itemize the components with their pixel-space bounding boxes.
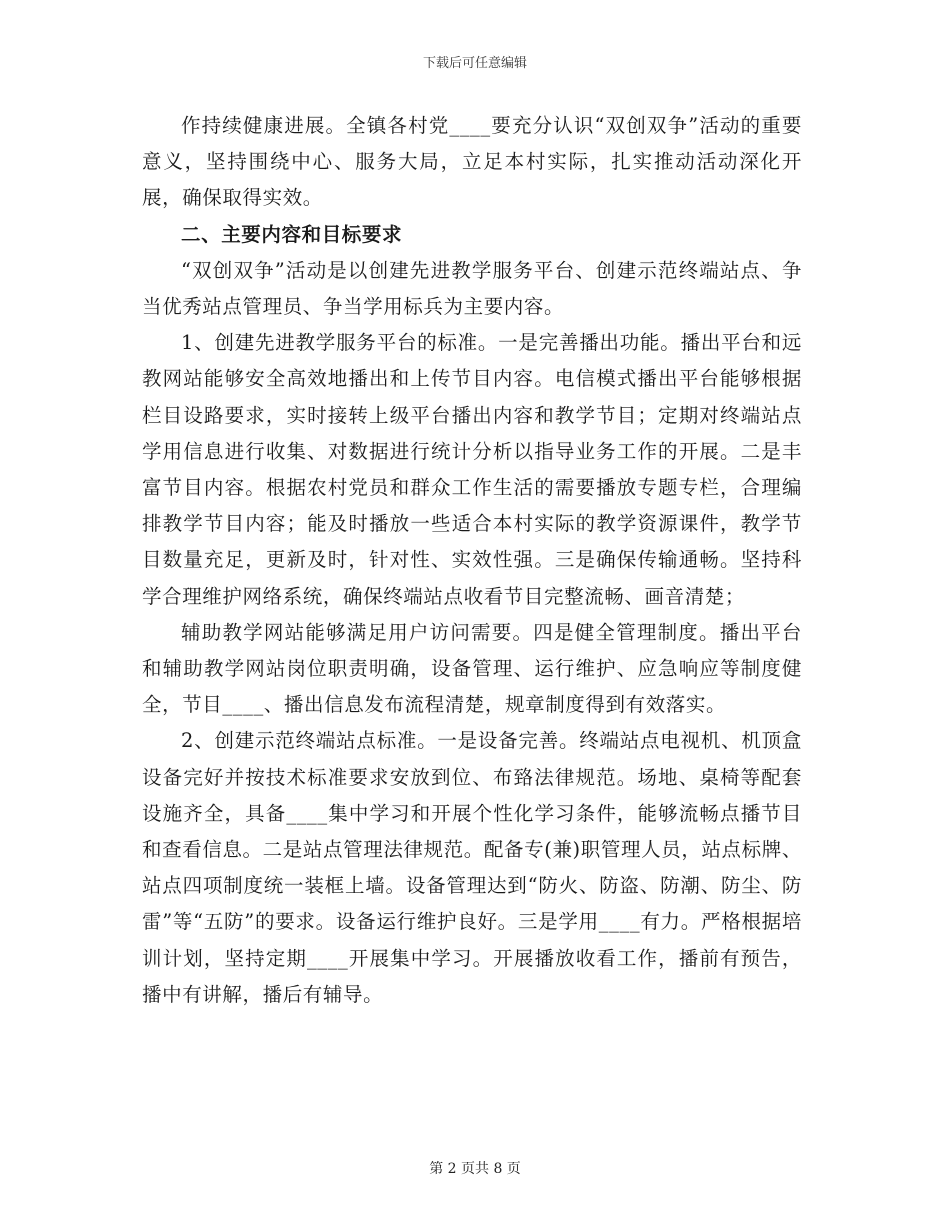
paragraph-activity-content: “双创双争”活动是以创建先进教学服务平台、创建示范终端站点、争当优秀站点管理员、争当学用标兵为主要内容。	[142, 258, 802, 319]
paragraph-website-management: 辅助教学网站能够满足用户访问需要。四是健全管理制度。播出平台和辅助教学网站岗位职责明确，设备管理、运行维护、应急响应等制度健全，节目____、播出信息发布流程清楚，规章制度得到有效落实。	[142, 620, 802, 717]
page-number-footer: 第 2 页共 8 页	[429, 1161, 521, 1177]
page-header: 下载后可任意编辑	[422, 56, 527, 71]
paragraph-terminal-site-standard: 2、创建示范终端站点标准。一是设备完善。终端站点电视机、机顶盒设备完好并按技术标准要求安放到位、布臵法律规范。场地、桌椅等配套设施齐全，具备____集中学习和开展个性化学习条件，能够流畅点播节目和查看信息。二是站点管理法律规范。配备专(兼)职管理人员，站点标牌、站点四项制度统一装框上墙。设备管理达到“防火、防盗、防潮、防尘、防雷”等“五防”的要求。设备运行维护良好。三是学用____有力。严格根据培训计划，坚持定期____开展集中学习。开展播放收看工作，播前有预告，播中有讲解，播后有辅导。	[142, 729, 802, 1006]
paragraph-intro-continuation: 作持续健康进展。全镇各村党____要充分认识“双创双争”活动的重要意义，坚持围绕中心、服务大局，立足本村实际，扎实推动活动深化开展，确保取得实效。	[142, 114, 802, 210]
section-heading-main-content: 二、主要内容和目标要求	[181, 222, 403, 246]
document-body	[142, 108, 802, 1013]
paragraph-platform-standard: 1、创建先进教学服务平台的标准。一是完善播出功能。播出平台和远教网站能够安全高效地播出和上传节目内容。电信模式播出平台能够根据栏目设路要求，实时接转上级平台播出内容和教学节目；定期对终端站点学用信息进行收集、对数据进行统计分析以指导业务工作的开展。二是丰富节目内容。根据农村党员和群众工作生活的需要播放专题专栏，合理编排教学节目内容；能及时播放一些适合本村实际的教学资源课件，教学节目数量充足，更新及时，针对性、实效性强。三是确保传输通畅。坚持科学合理维护网络系统，确保终端站点收看节目完整流畅、画音清楚；	[142, 331, 802, 608]
